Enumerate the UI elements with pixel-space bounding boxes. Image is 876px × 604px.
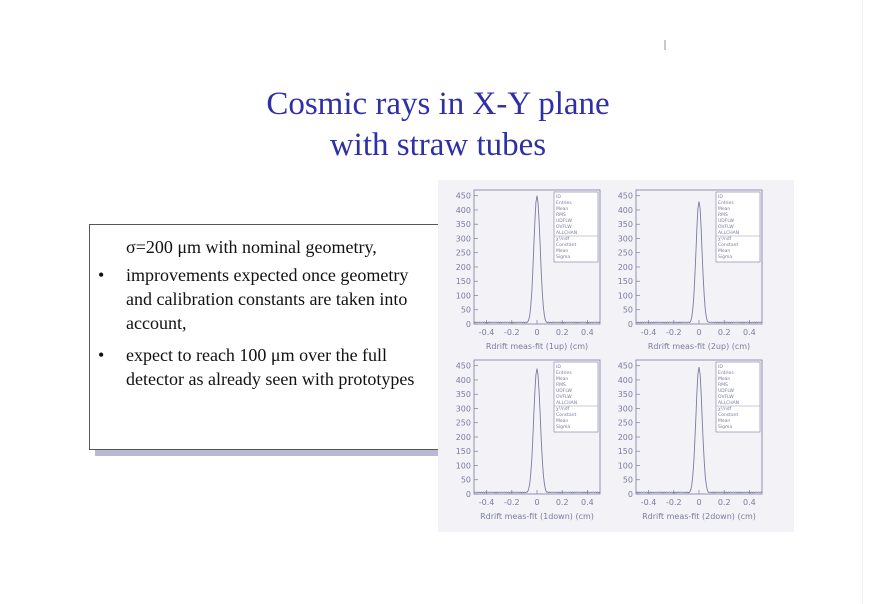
bullet-text: expect to reach 100 μm over the full detector as already seen with prototypes — [126, 345, 415, 389]
y-tick-label: 200 — [455, 432, 471, 442]
stats-label: ID — [556, 365, 561, 370]
stats-label: ID — [718, 365, 723, 370]
y-tick-label: 300 — [617, 404, 633, 414]
x-axis-label: Rdrift meas-fit (2down) (cm) — [642, 512, 756, 521]
x-tick-label: 0 — [696, 328, 702, 337]
stats-label: RMS — [718, 213, 728, 218]
stats-label: ALLCHAN — [718, 231, 740, 236]
bullet-text: σ=200 μm with nominal geometry, — [126, 237, 377, 257]
y-tick-label: 150 — [455, 447, 471, 457]
y-tick-label: 450 — [455, 361, 471, 371]
stats-label: Mean — [718, 419, 731, 424]
y-tick-label: 50 — [622, 305, 633, 315]
y-tick-label: 250 — [617, 248, 633, 258]
y-tick-label: 100 — [455, 461, 471, 471]
y-tick-label: 450 — [617, 361, 633, 371]
stats-label: χ²/ndf — [718, 237, 732, 242]
y-tick-label: 400 — [455, 205, 471, 215]
stats-label: Constant — [556, 413, 577, 418]
y-tick-label: 0 — [465, 490, 471, 499]
x-tick-label: 0.2 — [717, 498, 731, 507]
stats-label: χ²/ndf — [718, 407, 732, 412]
stats-label: OVFLW — [556, 395, 572, 400]
stats-label: Mean — [556, 207, 569, 212]
y-tick-label: 100 — [455, 291, 471, 301]
scan-speck — [664, 40, 666, 50]
title-line-1: Cosmic rays in X-Y plane — [266, 86, 610, 122]
y-tick-label: 50 — [460, 305, 471, 315]
stats-label: χ²/ndf — [556, 237, 570, 242]
x-tick-label: -0.4 — [640, 328, 657, 337]
y-tick-label: 250 — [455, 248, 471, 258]
x-tick-label: 0 — [534, 328, 540, 337]
x-tick-label: 0 — [696, 498, 702, 507]
y-tick-label: 250 — [455, 418, 471, 428]
x-tick-label: -0.2 — [503, 498, 520, 507]
stats-label: Entries — [718, 201, 734, 206]
x-tick-label: -0.2 — [503, 328, 520, 337]
y-tick-label: 0 — [627, 490, 633, 499]
stats-label: Sigma — [556, 425, 571, 430]
stats-label: ID — [556, 195, 561, 200]
histogram-panels — [438, 180, 794, 532]
stats-label: UDFLW — [556, 219, 572, 224]
y-tick-label: 150 — [455, 277, 471, 287]
title-line-2: with straw tubes — [329, 127, 547, 163]
bullet-marker: • — [98, 265, 105, 285]
stats-label: Entries — [556, 371, 572, 376]
stats-label: OVFLW — [556, 225, 572, 230]
stats-label: RMS — [556, 213, 566, 218]
stats-label: UDFLW — [718, 219, 734, 224]
y-tick-label: 100 — [617, 461, 633, 471]
y-tick-label: 200 — [617, 262, 633, 272]
y-tick-label: 400 — [617, 205, 633, 215]
stats-label: ID — [718, 195, 723, 200]
bullet-text: improvements expected once geometry and calibration constants are taken into account, — [126, 265, 409, 333]
stats-label: Constant — [718, 413, 739, 418]
x-tick-label: 0.2 — [555, 498, 569, 507]
y-tick-label: 0 — [627, 320, 633, 329]
x-axis-label: Rdrift meas-fit (2up) (cm) — [647, 342, 751, 351]
stats-label: Entries — [556, 201, 572, 206]
y-tick-label: 350 — [455, 390, 471, 400]
x-axis-label: Rdrift meas-fit (1down) (cm) — [480, 512, 594, 521]
y-tick-label: 350 — [617, 220, 633, 230]
stats-label: Constant — [718, 243, 739, 248]
y-tick-label: 300 — [455, 404, 471, 414]
x-tick-label: 0.4 — [743, 328, 756, 337]
x-tick-label: 0.2 — [555, 328, 569, 337]
stats-label: Sigma — [556, 255, 571, 260]
stats-label: Mean — [556, 419, 569, 424]
y-tick-label: 350 — [617, 390, 633, 400]
y-tick-label: 200 — [455, 262, 471, 272]
y-tick-label: 350 — [455, 220, 471, 230]
stats-label: Mean — [556, 249, 569, 254]
x-tick-label: -0.2 — [665, 498, 682, 507]
histogram-figure — [438, 180, 794, 532]
bullet-box — [89, 224, 439, 450]
stats-label: Entries — [718, 371, 734, 376]
y-tick-label: 0 — [465, 320, 471, 329]
stats-label: Mean — [718, 377, 731, 382]
y-tick-label: 300 — [455, 234, 471, 244]
x-tick-label: 0.4 — [581, 498, 594, 507]
stats-label: Sigma — [718, 255, 733, 260]
stats-label: Mean — [556, 377, 569, 382]
x-tick-label: 0.4 — [581, 328, 594, 337]
stats-label: RMS — [718, 383, 728, 388]
x-tick-label: 0.2 — [717, 328, 731, 337]
stats-label: Constant — [556, 243, 577, 248]
stats-label: OVFLW — [718, 225, 734, 230]
stats-label: Mean — [718, 249, 731, 254]
x-tick-label: 0.4 — [743, 498, 756, 507]
stats-label: χ²/ndf — [556, 407, 570, 412]
y-tick-label: 150 — [617, 447, 633, 457]
stats-label: ALLCHAN — [718, 401, 740, 406]
y-tick-label: 450 — [455, 191, 471, 201]
y-tick-label: 300 — [617, 234, 633, 244]
x-tick-label: -0.4 — [640, 498, 657, 507]
stats-label: ALLCHAN — [556, 401, 578, 406]
x-tick-label: -0.2 — [665, 328, 682, 337]
x-axis-label: Rdrift meas-fit (1up) (cm) — [485, 342, 589, 351]
y-tick-label: 200 — [617, 432, 633, 442]
stats-label: Sigma — [718, 425, 733, 430]
stats-label: RMS — [556, 383, 566, 388]
y-tick-label: 50 — [460, 475, 471, 485]
y-tick-label: 250 — [617, 418, 633, 428]
x-tick-label: 0 — [534, 498, 540, 507]
stats-label: Mean — [718, 207, 731, 212]
x-tick-label: -0.4 — [478, 498, 495, 507]
x-tick-label: -0.4 — [478, 328, 495, 337]
y-tick-label: 450 — [617, 191, 633, 201]
y-tick-label: 50 — [622, 475, 633, 485]
y-tick-label: 400 — [617, 375, 633, 385]
stats-label: UDFLW — [718, 389, 734, 394]
y-tick-label: 150 — [617, 277, 633, 287]
y-tick-label: 100 — [617, 291, 633, 301]
bullet-marker: • — [98, 345, 105, 365]
stats-label: UDFLW — [556, 389, 572, 394]
stats-label: OVFLW — [718, 395, 734, 400]
stats-label: ALLCHAN — [556, 231, 578, 236]
slide-title — [0, 84, 876, 166]
y-tick-label: 400 — [455, 375, 471, 385]
